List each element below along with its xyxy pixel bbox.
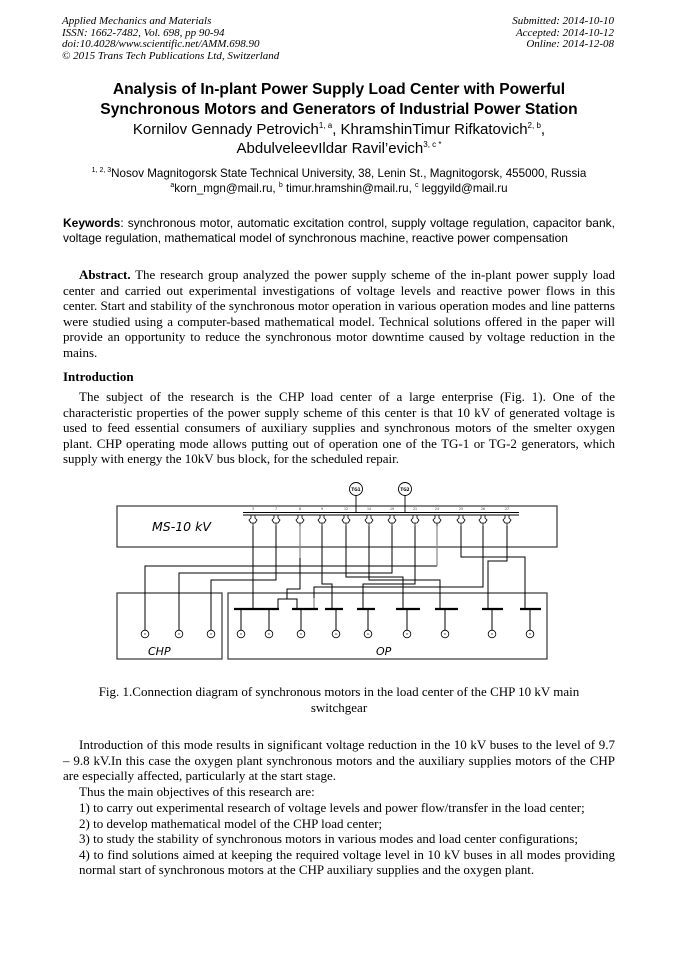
author-3: AbdulveleevIldar Ravil’evich [236,139,424,157]
svg-text:TG2: TG2 [400,487,410,492]
doi: doi:10.4028/www.scientific.net/AMM.698.90 [62,38,260,51]
svg-text:25: 25 [458,507,464,511]
accepted-date: Accepted: 2014-10-12 [515,26,614,39]
motors [141,630,534,638]
keywords-text: : synchronous motor, automatic excitation control, supply voltage regulation, capacitor bank, voltage regulation, mathematical model of synchronous machine, reactive power compensation [63,216,615,245]
svg-text:M: M [239,632,243,636]
online-date: Online: 2014-12-08 [526,38,614,51]
svg-text:8: 8 [298,507,302,511]
feeder-b2 [211,526,276,630]
email-a: korn_mgn@mail.ru, [174,181,279,195]
main-busbar [243,513,519,516]
objectives-lead: Thus the main objectives of this research are: [79,784,315,799]
breaker-3 [296,515,304,526]
breaker-4 [318,515,326,526]
abstract-label: Abstract. [79,267,131,282]
breakers [249,515,511,526]
breaker-12 [503,515,511,526]
intro-paragraph-1-text: The subject of the research is the CHP load center of a large enterprise (Fig. 1). One of the characteristic properties of the power supply scheme of this center is that 10 kV of generated voltage is used to feed essential consumers of auxiliary supplies and synchronous motors of the smelter oxygen plant. CHP operating mode allows putting out of operation one of the TG-1 or TG-2 generators, which supply with energy the 10kV bus block, for the scheduled repair. [63,389,615,467]
section-heading-introduction: Introduction [63,369,134,384]
email-c-sup: c [415,181,419,189]
breaker-labels [252,507,509,511]
svg-text:9: 9 [320,507,324,511]
svg-text:24: 24 [434,507,440,511]
svg-text:26: 26 [480,507,486,511]
objective-item: 1) to carry out experimental research of voltage levels and power flow/transfer in the load center; [79,800,585,815]
breaker-9 [433,515,441,526]
svg-text:M: M [334,632,338,636]
email-c: leggyild@mail.ru [418,181,508,195]
objective-item: 2) to develop mathematical model of the CHP load center; [79,815,383,831]
op-label: OP [376,645,392,658]
objective-item: 4) to find solutions aimed at keeping the required voltage level in 10 kV buses in all modes providing normal start of synchronous motors at the CHP auxiliary supplies and the oxygen plant. [79,846,615,878]
generator-tg2 [399,483,412,513]
svg-text:14: 14 [366,507,372,511]
chp-label: CHP [148,645,171,658]
feeder-b11 [314,526,483,598]
feeder-b3-tee [278,599,297,609]
breaker-10 [457,515,465,526]
svg-text:3: 3 [251,507,255,511]
feeder-b9-lower [145,566,437,630]
issn: ISSN: 1662-7482, Vol. 698, pp 90-94 [62,26,225,39]
affil-text: Nosov Magnitogorsk State Technical University, 38, Lenin St., Magnitogorsk, 455000, Russia [111,167,587,180]
svg-text:M: M [143,632,147,636]
svg-text:M: M [177,632,181,636]
abstract-text: The research group analyzed the power supply scheme of the in-plant power supply load center and carried out experimental investigations of voltage levels and reactive power flows in this center. Start and stability of the synchronous motor operation in various operation modes and line patterns were studied using a computer-based mathematical model. Technical solutions offered in the paper will provide an opportunity to reduce the synchronous motor downtime caused by voltage reduction in the mains. [63,267,615,360]
author-1-sup: 1, a [318,121,333,130]
svg-text:M: M [366,632,370,636]
intro-paragraph-2 [63,737,615,784]
email-b: timur.hramshin@mail.ru, [282,181,416,195]
feeder-b6 [369,526,440,609]
copyright: © 2015 Trans Tech Publications Ltd, Switzerland [62,49,280,62]
svg-text:19: 19 [389,507,395,511]
svg-text:TG1: TG1 [351,487,361,492]
feeder-wiring [145,526,525,630]
author-2-sup: 2, b [527,121,541,130]
breaker-11 [479,515,487,526]
title-line-2: Synchronous Motors and Generators of Industrial Power Station [100,100,578,118]
breaker-1 [249,515,257,526]
figure-caption [63,684,615,715]
author-1: Kornilov Gennady Petrovich [132,121,319,138]
objective-item: 3) to study the stability of synchronous motors in various modes and load center configurations; [79,831,578,847]
feeder-b8 [363,526,415,609]
author-3-sup: 3, c * [423,139,442,149]
author-2: KhramshinTimur Rifkatovich [340,121,528,138]
keywords-label: Keywords [63,216,121,230]
svg-text:7: 7 [274,507,278,511]
authors: Kornilov Gennady Petrovich$^{1, a}$, KhramshinTimur Rifkatovich$^{2, b}$, AbdulveleevIldar Ravil’evich$^{3, c *}$ [132,121,546,157]
svg-text:M: M [443,632,447,636]
svg-text:M: M [267,632,271,636]
svg-text:27: 27 [504,507,510,511]
objectives-list [79,800,615,878]
journal-name: Applied Mechanics and Materials [62,15,212,27]
svg-text:M: M [490,632,494,636]
feeder-b12 [488,526,507,609]
feeder-b5 [346,526,403,609]
email-b-sup: b [278,181,283,189]
svg-text:M: M [528,632,532,636]
svg-text:21: 21 [412,507,418,511]
generator-tg1 [350,483,363,513]
submitted-date: Submitted: 2014-10-10 [512,15,614,27]
email-a-sup: a [170,181,175,189]
breaker-5 [342,515,350,526]
svg-text:M: M [299,632,303,636]
caption-line-1: Fig. 1.Connection diagram of synchronous motors in the load center of the CHP 10 kV main [98,684,580,699]
svg-text:12: 12 [343,507,349,511]
affil-sup: 1, 2, 3 [91,167,112,174]
breaker-2 [272,515,280,526]
intro-paragraph-2-text: Introduction of this mode results in significant voltage reduction in the 10 kV buses to the level of 9.7 – 9.8 kV.In this case the oxygen plant synchronous motors and the auxiliary supplies motors of the CHP are especially affected, particularly at the start stage. [63,737,615,784]
svg-text:M: M [209,632,213,636]
breaker-8 [411,515,419,526]
breaker-6 [365,515,373,526]
ms-10kv-label: MS-10 kV [152,519,211,534]
feeder-b4 [322,526,332,609]
caption-line-2: switchgear [310,699,368,715]
breaker-7 [388,515,396,526]
svg-text:M: M [405,632,409,636]
motor-drops [241,609,530,630]
feeder-b10 [461,526,525,609]
title-line-1: Analysis of In-plant Power Supply Load Center with Powerful [112,81,566,98]
